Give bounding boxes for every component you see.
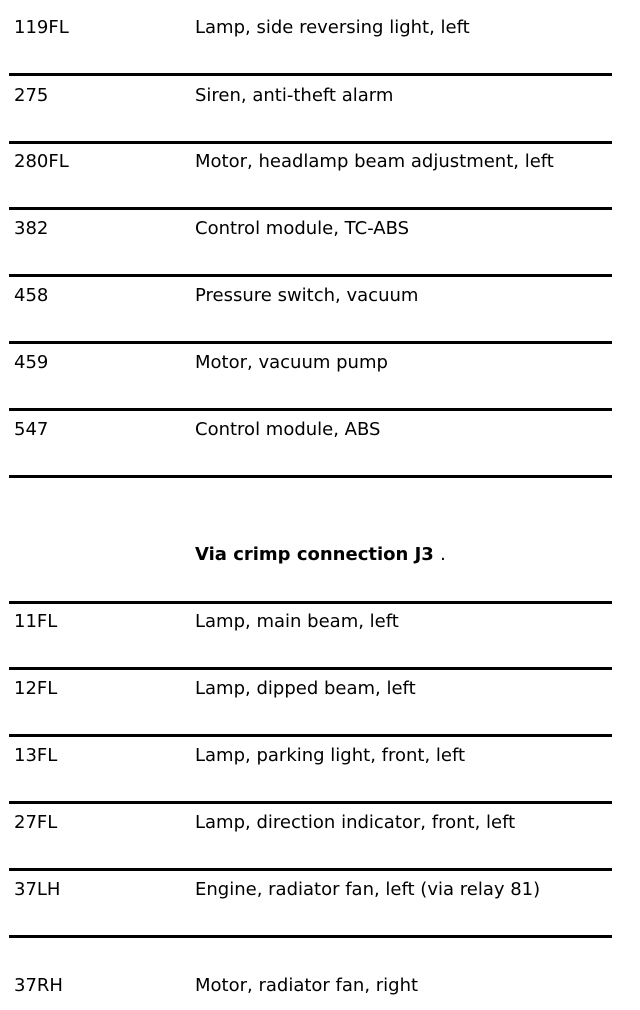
table-row	[0, 808, 640, 838]
divider	[9, 601, 612, 604]
divider	[9, 734, 612, 737]
component-description: Lamp, parking light, front, left	[195, 745, 466, 766]
table-row	[0, 741, 640, 771]
component-description: Control module, ABS	[195, 419, 381, 440]
component-description: Pressure switch, vacuum	[195, 285, 419, 306]
divider	[9, 475, 612, 478]
section-title-tail: .	[440, 544, 446, 565]
component-description: Motor, headlamp beam adjustment, left	[195, 151, 554, 172]
component-code: 37RH	[14, 975, 63, 996]
component-code: 382	[14, 218, 49, 239]
divider	[9, 935, 612, 938]
divider	[9, 73, 612, 76]
component-code: 11FL	[14, 611, 58, 632]
component-description: Motor, radiator fan, right	[195, 975, 419, 996]
divider	[9, 274, 612, 277]
component-code: 547	[14, 419, 49, 440]
table-row	[0, 81, 640, 111]
component-code: 27FL	[14, 812, 58, 833]
component-description: Lamp, main beam, left	[195, 611, 399, 632]
divider	[9, 207, 612, 210]
component-code: 275	[14, 85, 49, 106]
component-description: Siren, anti-theft alarm	[195, 85, 394, 106]
table-row	[0, 971, 640, 1001]
table-row	[0, 147, 640, 177]
component-description: Lamp, dipped beam, left	[195, 678, 416, 699]
component-description: Lamp, direction indicator, front, left	[195, 812, 516, 833]
table-row	[0, 415, 640, 445]
component-code: 12FL	[14, 678, 58, 699]
table-row	[0, 13, 640, 43]
component-code: 458	[14, 285, 49, 306]
divider	[9, 868, 612, 871]
divider	[9, 408, 612, 411]
table-row	[0, 674, 640, 704]
divider	[9, 141, 612, 144]
component-code: 119FL	[14, 17, 69, 38]
divider	[9, 801, 612, 804]
divider	[9, 341, 612, 344]
component-description: Motor, vacuum pump	[195, 352, 388, 373]
divider	[9, 667, 612, 670]
component-description: Control module, TC-ABS	[195, 218, 410, 239]
table-row	[0, 875, 640, 905]
table-row	[0, 214, 640, 244]
table-row	[0, 607, 640, 637]
component-code: 459	[14, 352, 49, 373]
section-title: Via crimp connection J3	[195, 544, 434, 565]
component-description: Lamp, side reversing light, left	[195, 17, 470, 38]
component-code: 280FL	[14, 151, 69, 172]
component-code: 13FL	[14, 745, 58, 766]
section-heading	[195, 540, 446, 570]
table-row	[0, 348, 640, 378]
table-row	[0, 281, 640, 311]
component-code: 37LH	[14, 879, 61, 900]
component-description: Engine, radiator fan, left (via relay 81)	[195, 879, 541, 900]
